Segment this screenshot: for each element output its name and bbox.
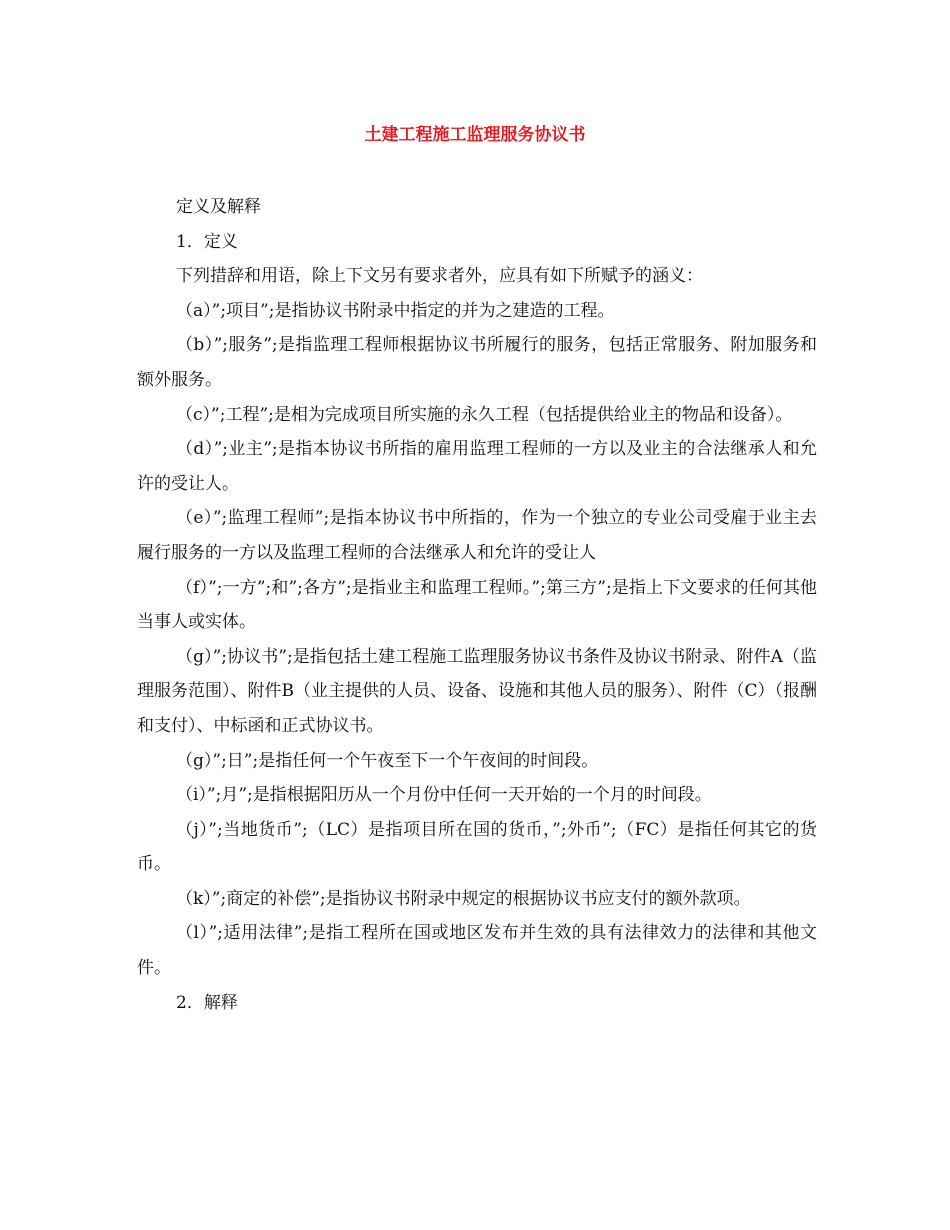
clause-c: （c）”;工程”;是相为完成项目所实施的永久工程（包括提供给业主的物品和设备）。 — [176, 404, 793, 425]
subsection-heading-interpretation: 2．解释 — [176, 992, 238, 1013]
document-body — [137, 190, 817, 1020]
clause-f: （f）”;一方”;和”;各方”;是指业主和监理工程师。”;第三方”;是指上下文要求的任何其他当事人或实体。 — [137, 577, 817, 633]
clause-e: （e）”;监理工程师”;是指本协议书中所指的，作为一个独立的专业公司受雇于业主去履行服务的一方以及监理工程师的合法继承人和允许的受让人 — [137, 508, 817, 563]
paragraph-intro: 下列措辞和用语，除上下文另有要求者外，应具有如下所赋予的涵义： — [176, 266, 703, 287]
clause-l: （l）”;适用法律”;是指工程所在国或地区发布并生效的具有法律效力的法律和其他文件。 — [137, 923, 817, 979]
clause-b: （b）”;服务”;是指监理工程师根据协议书所履行的服务，包括正常服务、附加服务和额外服务。 — [137, 335, 817, 390]
clause-i: （i）”;月”;是指根据阳历从一个月份中任何一天开始的一个月的时间段。 — [176, 785, 712, 806]
clause-g-day: （g）”;日”;是指任何一个午夜至下一个午夜间的时间段。 — [176, 750, 599, 771]
clause-d: （d）”;业主”;是指本协议书所指的雇用监理工程师的一方以及业主的合法继承人和允许的受让人。 — [137, 439, 817, 494]
section-heading-definitions: 定义及解释 — [176, 197, 261, 217]
clause-g: （g）”;协议书”;是指包括土建工程施工监理服务协议书条件及协议书附录、附件A（监理服务范围）、附件B（业主提供的人员、设备、设施和其他人员的服务）、附件（C）（报酬和支付）、中标函和正式协议书。 — [137, 646, 817, 736]
clause-j: （j）”;当地货币”;（LC）是指项目所在国的货币，”;外币”;（FC）是指任何其它的货币。 — [137, 819, 817, 875]
clause-a: （a）”;项目”;是指协议书附录中指定的并为之建造的工程。 — [176, 300, 615, 321]
document-title: 土建工程施工监理服务协议书 — [364, 125, 586, 145]
subsection-heading-definition: 1．定义 — [176, 231, 238, 252]
clause-k: （k）”;商定的补偿”;是指协议书附录中规定的根据协议书应支付的额外款项。 — [176, 888, 751, 909]
